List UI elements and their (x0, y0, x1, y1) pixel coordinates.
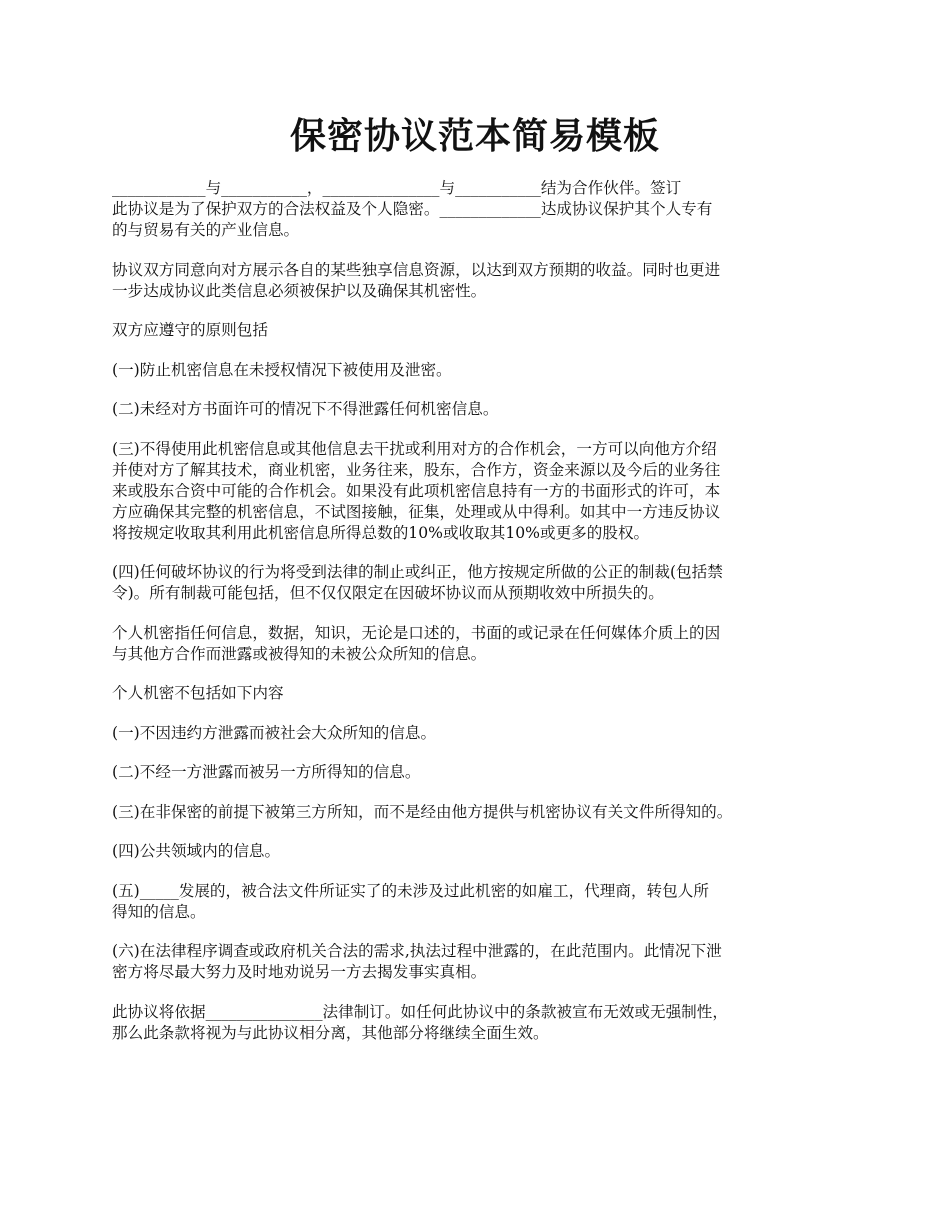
text-line: (三)不得使用此机密信息或其他信息去干扰或利用对方的合作机会，一方可以向他方介绍 (112, 439, 717, 458)
text-line: 将按规定收取其利用此机密信息所得总数的10%或收取其10%或更多的股权。 (112, 523, 650, 542)
paragraph-principle-4 (112, 562, 842, 604)
text-line: (六)在法律程序调查或政府机关合法的需求,执法过程中泄露的，在此范围内。此情况下泄 (112, 942, 722, 960)
text-line: (一)不因违约方泄露而被社会大众所知的信息。 (112, 723, 437, 742)
paragraph-exclusion-2 (112, 762, 842, 783)
text-line: 双方应遵守的原则包括 (112, 321, 268, 339)
text-line: 那么此条款将视为与此协议相分离，其他部分将继续全面生效。 (112, 1023, 549, 1042)
paragraph-exclusion-5 (112, 881, 842, 923)
text-line: (三)在非保密的前提下被第三方所知，而不是经由他方提供与机密协议有关文件所得知的。 (112, 802, 733, 821)
paragraph-exclusion-6 (112, 941, 842, 983)
text-line: 方应确保其完整的机密信息，不试图接触，征集，处理或从中得利。如其中一方违反协议 (112, 502, 721, 521)
text-line: 此协议将依据_______________法律制订。如任何此协议中的条款被宣布无效或无强制性， (112, 1002, 728, 1021)
paragraph-exclusion-1 (112, 723, 842, 744)
text-line: 并使对方了解其技术，商业机密，业务往来，股东，合作方，资金来源以及今后的业务往 (112, 460, 721, 479)
text-line: 一步达成协议此类信息必须被保护以及确保其机密性。 (112, 281, 487, 300)
paragraph-principles-heading (112, 320, 842, 341)
paragraph-parties (112, 178, 842, 241)
text-line: (二)未经对方书面许可的情况下不得泄露任何机密信息。 (112, 400, 499, 418)
paragraph-principle-2 (112, 399, 842, 420)
text-line: (四)任何破坏协议的行为将受到法律的制止或纠正，他方按规定所做的公正的制裁(包括禁 (112, 563, 723, 581)
text-line: (一)防止机密信息在未授权情况下被使用及泄密。 (112, 360, 452, 379)
document-body (112, 178, 842, 1062)
text-line: 的与贸易有关的产业信息。 (112, 221, 300, 239)
text-line: 密方将尽最大努力及时地劝说另一方去揭发事实真相。 (112, 963, 487, 981)
text-line: 协议双方同意向对方展示各自的某些独享信息资源，以达到双方预期的收益。同时也更进 (112, 260, 721, 279)
text-line: 此协议是为了保护双方的合法权益及个人隐密。_____________达成协议保护其个人专有 (112, 200, 713, 218)
paragraph-principle-1 (112, 360, 842, 381)
text-line: 来或股东合资中可能的合作机会。如果没有此项机密信息持有一方的书面形式的许可，本 (112, 481, 721, 500)
paragraph-definition (112, 623, 842, 665)
paragraph-exclusion-3 (112, 802, 842, 823)
paragraph-governing-law (112, 1002, 842, 1044)
paragraph-purpose (112, 260, 842, 302)
text-line: 个人机密不包括如下内容 (112, 684, 284, 702)
text-line: (二)不经一方泄露而被另一方所得知的信息。 (112, 763, 421, 781)
text-line: ____________与___________，_______________与___________结为合作伙伴。签订 (112, 179, 682, 197)
text-line: 与其他方合作而泄露或被得知的未被公众所知的信息。 (112, 644, 487, 663)
document-title: 保密协议范本简易模板 (289, 115, 660, 157)
text-line: 得知的信息。 (112, 902, 206, 921)
text-line: 个人机密指任何信息，数据，知识，无论是口述的，书面的或记录在任何媒体介质上的因 (112, 623, 721, 642)
text-line: (四)公共领域内的信息。 (112, 842, 281, 860)
text-line: 令)。所有制裁可能包括，但不仅仅限定在因破坏协议而从预期收效中所损失的。 (112, 584, 664, 602)
paragraph-principle-3 (112, 439, 842, 544)
paragraph-exclusions-heading (112, 683, 842, 704)
paragraph-exclusion-4 (112, 841, 842, 862)
text-line: (五)_____发展的，被合法文件所证实了的未涉及过此机密的如雇工，代理商，转包人所 (112, 881, 709, 900)
